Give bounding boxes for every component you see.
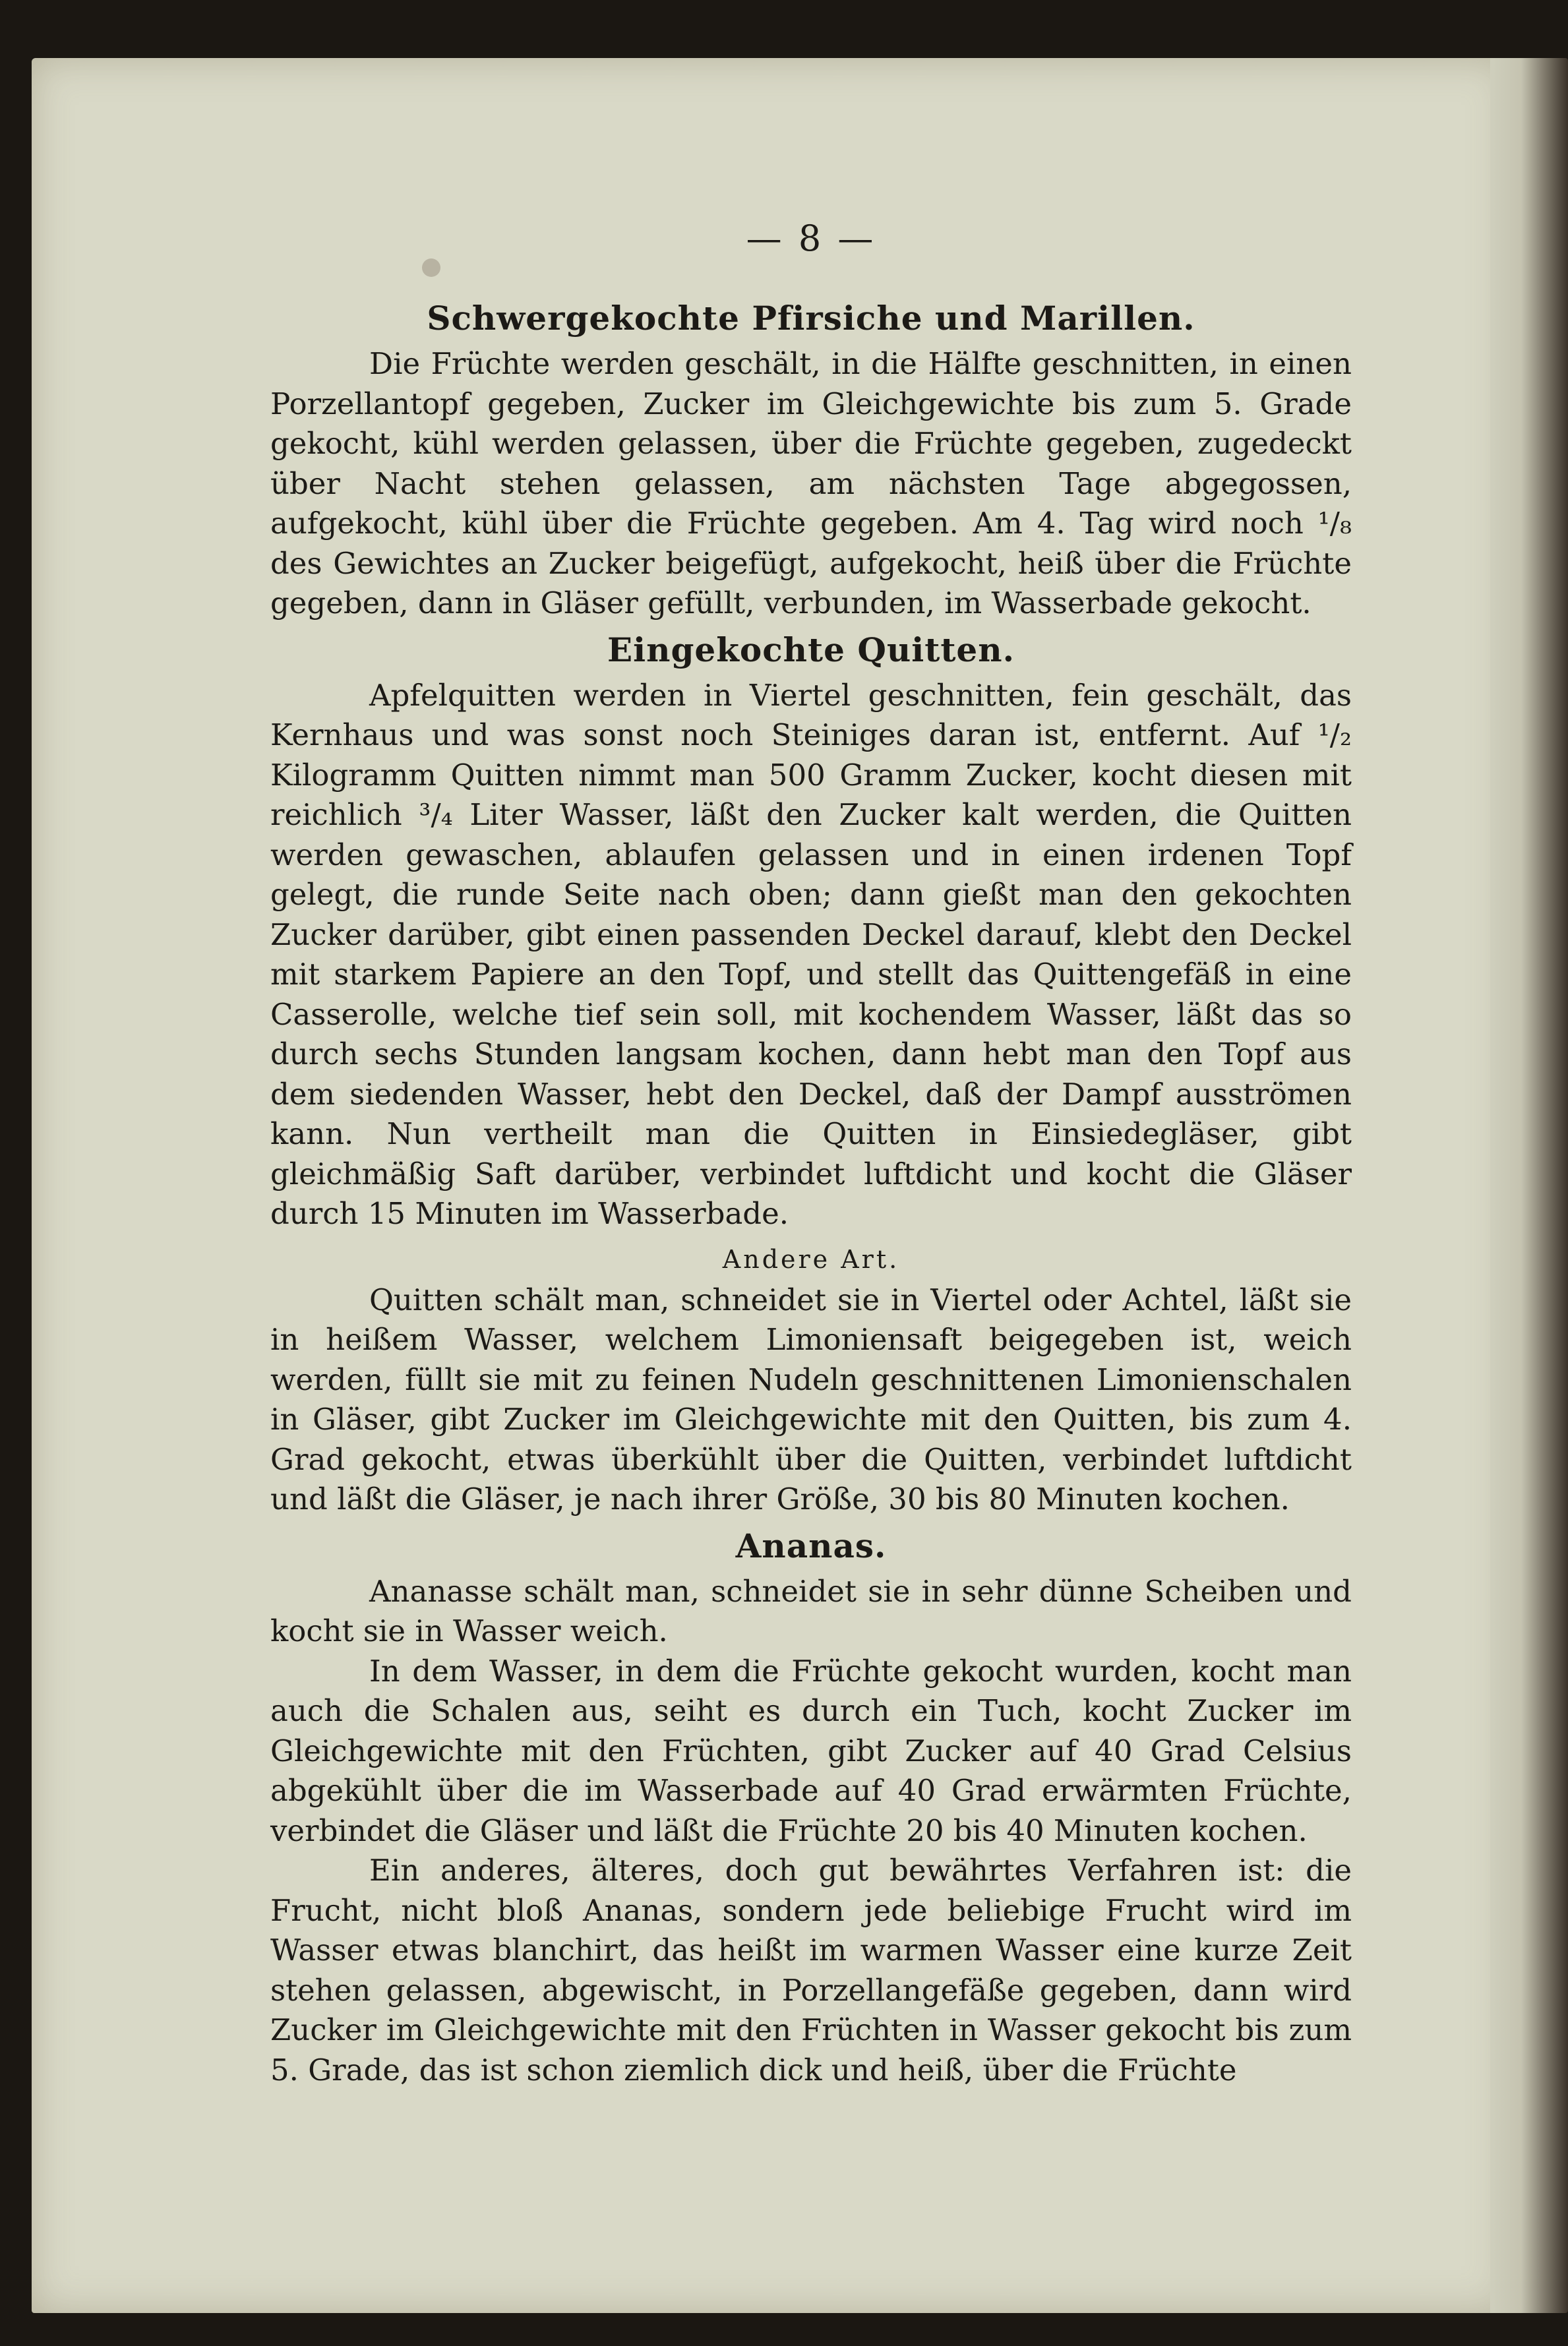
paragraph-quitten: Apfelquitten werden in Viertel geschnitten, fein geschält, das Kernhaus und was sonst noch Steiniges daran ist, entfernt. Auf ¹/₂ Kilogramm Quitten nimmt man 500 Gramm Zucker, kocht diesen mit reichlich ³/₄ Liter Wasser, läßt den Zucker kalt werden, die Quitten werden gewaschen, ablaufen gelassen und in einen irdenen Topf gelegt, die runde Seite nach oben; dann gießt man den gekochten Zucker darüber, gibt einen passenden Deckel darauf, klebt den Deckel mit starkem Papiere an den Topf, und stellt das Quittengefäß in eine Casserolle, welche tief sein soll, mit kochendem Wasser, läßt das so durch sechs Stunden langsam kochen, dann hebt man den Topf aus dem siedenden Wasser, hebt den Deckel, daß der Dampf ausströmen kann. Nun vertheilt man die Quitten in Einsiedegläser, gibt gleichmäßig Saft darüber, verbindet luftdicht und kocht die Gläser durch 15 Minuten im Wasserbade.: [270, 677, 1352, 1231]
heading-pfirsiche: Schwergekochte Pfirsiche und Marillen.: [427, 299, 1195, 338]
paragraph-ananas-3: Ein anderes, älteres, doch gut bewährtes Verfahren ist: die Frucht, nicht bloß Ananas, sondern jede beliebige Frucht wird im Wasser etwas blanchirt, das heißt im warmen Wasser eine kurze Zeit stehen gelassen, abgewischt, in Porzellangefäße gegeben, dann wird Zucker im Gleichgewichte mit den Früchten in Wasser gekocht bis zum 5. Grade, das ist schon ziemlich dick und heiß, über die Früchte: [270, 1853, 1352, 2088]
paragraph-ananas-1: Ananasse schält man, schneidet sie in sehr dünne Scheiben und kocht sie in Wasser weich.: [270, 1573, 1352, 1648]
heading-ananas: Ananas.: [735, 1526, 887, 1565]
page-number: — 8 —: [746, 218, 876, 259]
paragraph-pfirsiche: Die Früchte werden geschält, in die Hälfte geschnitten, in einen Porzellantopf gegeben, Zucker im Gleichgewichte bis zum 5. Grade gekocht, kühl werden gelassen, über die Früchte gegeben, zugedeckt über Nacht stehen gelassen, am nächsten Tage abgegossen, aufgekocht, kühl über die Früchte gegeben. Am 4. Tag wird noch ¹/₈ des Gewichtes an Zucker beigefügt, aufgekocht, heiß über die Früchte gegeben, dann in Gläser gefüllt, verbunden, im Wasserbade gekocht.: [270, 346, 1352, 620]
paragraph-quitten-andere-art: Quitten schält man, schneidet sie in Viertel oder Achtel, läßt sie in heißem Wasser, welchem Limoniensaft beigegeben ist, weich werden, füllt sie mit zu feinen Nudeln geschnittenen Limonienschalen in Gläser, gibt Zucker im Gleichgewichte mit den Quitten, bis zum 4. Grad gekocht, etwas überkühlt über die Quitten, verbindet luftdicht und läßt die Gläser, je nach ihrer Größe, 30 bis 80 Minuten kochen.: [270, 1282, 1352, 1517]
paragraph-ananas-2: In dem Wasser, in dem die Früchte gekocht wurden, kocht man auch die Schalen aus, seiht es durch ein Tuch, kocht Zucker im Gleichgewichte mit den Früchten, gibt Zucker auf 40 Grad Celsius abgekühlt über die im Wasserbade auf 40 Grad erwärmten Früchte, verbindet die Gläser und läßt die Früchte 20 bis 40 Minuten kochen.: [270, 1653, 1352, 1848]
page-text: [270, 204, 1352, 2090]
heading-quitten: Eingekochte Quitten.: [607, 630, 1015, 669]
page-edge: [1490, 58, 1568, 2313]
subheading-andere-art: Andere Art.: [722, 1244, 900, 1274]
